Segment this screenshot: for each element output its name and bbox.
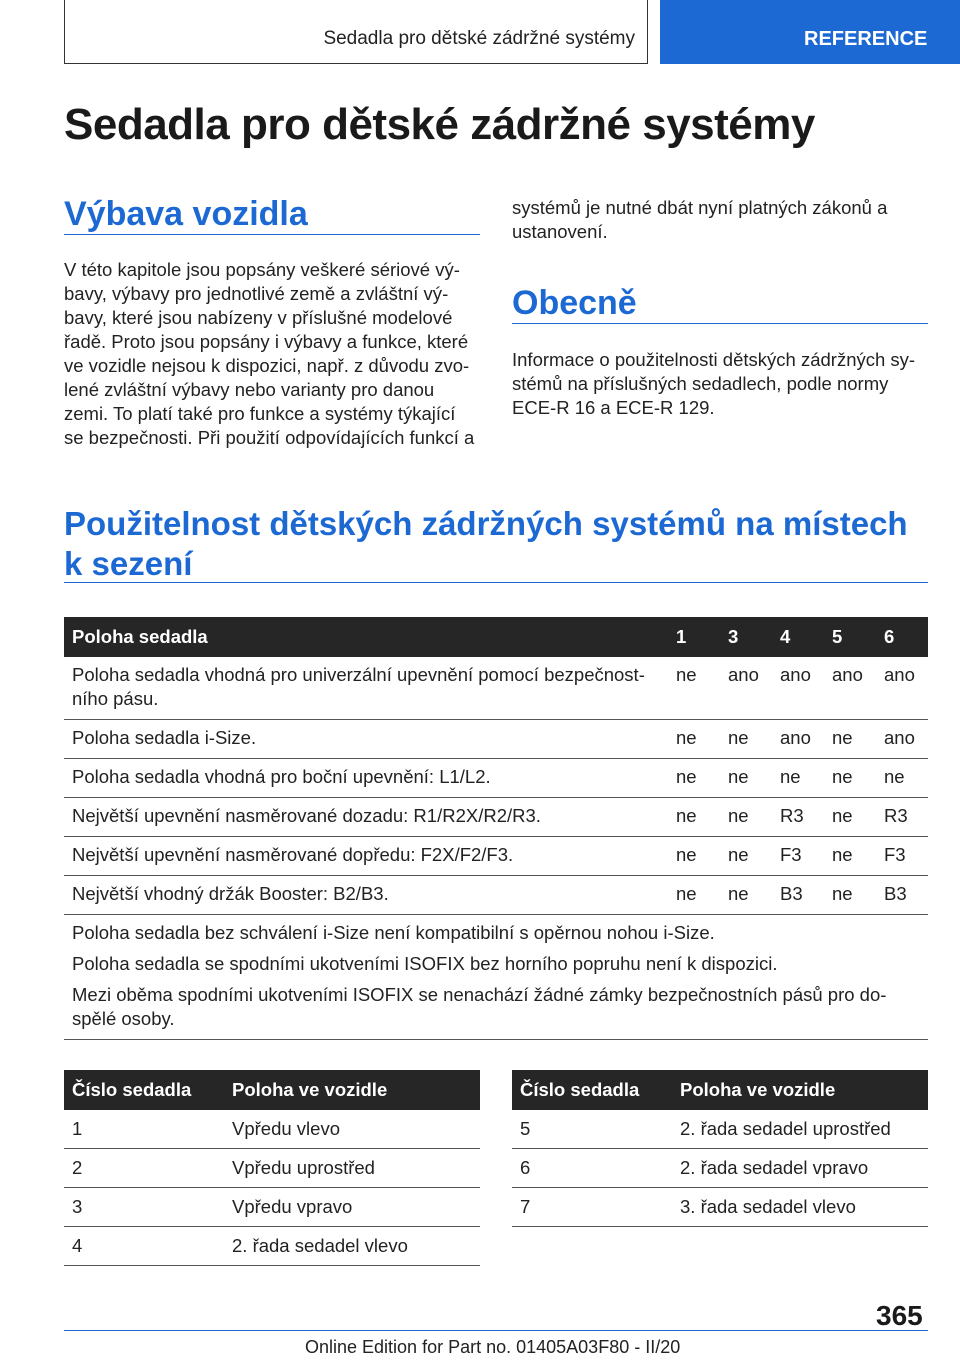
table-cell: ano bbox=[720, 657, 772, 720]
table-cell: F3 bbox=[772, 837, 824, 876]
row-label: Největší upevnění nasměrované dozadu: R1/R2X/R2/R3. bbox=[64, 798, 668, 837]
table-cell: ne bbox=[668, 759, 720, 798]
table-row bbox=[64, 1110, 480, 1149]
table-cell: ne bbox=[720, 720, 772, 759]
heading-vybava-vozidla: Výbava vozidla bbox=[64, 195, 308, 233]
seat-suitability-table bbox=[64, 617, 928, 1040]
table-cell: ne bbox=[720, 759, 772, 798]
table-cell: ano bbox=[772, 720, 824, 759]
seat-position: 2. řada sedadel uprostřed bbox=[672, 1110, 928, 1149]
table-header-row bbox=[64, 617, 928, 657]
seat-position: Vpředu uprostřed bbox=[224, 1149, 480, 1188]
table-row bbox=[64, 720, 928, 759]
heading-pouzitelnost: Použitelnost dětských zádržných systémů na místech k sezení bbox=[64, 505, 908, 582]
header-section-title: Sedadla pro dětské zádržné systémy bbox=[323, 28, 635, 49]
table-cell: ne bbox=[720, 837, 772, 876]
seat-number: 5 bbox=[512, 1110, 672, 1149]
table-cell: ne bbox=[668, 720, 720, 759]
row-label: Poloha sedadla vhodná pro univerzální upevnění pomocí bezpečnostního pásu. bbox=[64, 657, 668, 720]
table-cell: ne bbox=[824, 759, 876, 798]
table-cell: ne bbox=[668, 837, 720, 876]
table-cell: ano bbox=[772, 657, 824, 720]
table-note: Poloha sedadla bez schválení i-Size není kompatibilní s opěrnou nohou i-Size. bbox=[72, 922, 715, 943]
table-row bbox=[64, 1149, 480, 1188]
table-cell: ne bbox=[720, 798, 772, 837]
column-header: Číslo sedadla bbox=[64, 1070, 224, 1110]
page-number: 365 bbox=[876, 1300, 923, 1331]
table-cell: B3 bbox=[772, 876, 824, 915]
table-row bbox=[64, 1227, 480, 1266]
row-label: Největší vhodný držák Booster: B2/B3. bbox=[64, 876, 668, 915]
table-cell: ne bbox=[668, 657, 720, 720]
seat-number: 6 bbox=[512, 1149, 672, 1188]
table-cell: ne bbox=[720, 876, 772, 915]
column-header: 6 bbox=[876, 617, 928, 657]
heading-rule bbox=[512, 323, 928, 324]
column-header: Poloha ve vozidle bbox=[224, 1070, 480, 1110]
heading-rule bbox=[64, 234, 480, 235]
page-title: Sedadla pro dětské zádržné systémy bbox=[64, 100, 815, 149]
table-cell: ne bbox=[876, 759, 928, 798]
table-cell: ne bbox=[824, 720, 876, 759]
seat-position: 2. řada sedadel vpravo bbox=[672, 1149, 928, 1188]
table-row bbox=[512, 1188, 928, 1227]
running-header bbox=[64, 0, 648, 64]
table-cell: ne bbox=[824, 837, 876, 876]
table-cell: ne bbox=[824, 876, 876, 915]
table-header-row bbox=[512, 1070, 928, 1110]
table-row bbox=[64, 837, 928, 876]
heading-rule bbox=[64, 582, 928, 583]
seat-position: Vpředu vlevo bbox=[224, 1110, 480, 1149]
seat-position: Vpředu vpravo bbox=[224, 1188, 480, 1227]
table-cell: ano bbox=[824, 657, 876, 720]
seat-number: 3 bbox=[64, 1188, 224, 1227]
seat-number: 1 bbox=[64, 1110, 224, 1149]
column-header: Poloha sedadla bbox=[64, 617, 668, 657]
reference-tab[interactable] bbox=[660, 0, 960, 64]
seat-number: 7 bbox=[512, 1188, 672, 1227]
vybava-paragraph-continued: systémů je nutné dbát nyní platných zákonů a ustanovení. bbox=[512, 197, 888, 242]
column-header: 4 bbox=[772, 617, 824, 657]
table-notes bbox=[64, 915, 928, 1040]
table-row bbox=[512, 1110, 928, 1149]
table-cell: B3 bbox=[876, 876, 928, 915]
table-cell: ne bbox=[668, 876, 720, 915]
footer-edition: Online Edition for Part no. 01405A03F80 - II/20 bbox=[305, 1337, 681, 1357]
table-row bbox=[512, 1149, 928, 1188]
table-cell: ne bbox=[824, 798, 876, 837]
table-row bbox=[64, 1188, 480, 1227]
row-label: Poloha sedadla i-Size. bbox=[64, 720, 668, 759]
table-cell: F3 bbox=[876, 837, 928, 876]
table-cell: ano bbox=[876, 720, 928, 759]
row-label: Největší upevnění nasměrované dopředu: F2X/F2/F3. bbox=[64, 837, 668, 876]
table-cell: ano bbox=[876, 657, 928, 720]
reference-tab-label: REFERENCE bbox=[804, 28, 928, 50]
table-row bbox=[64, 876, 928, 915]
table-note: Poloha sedadla se spodními ukotveními ISOFIX bez horního popruhu není k dispozici. bbox=[72, 953, 778, 974]
table-cell: R3 bbox=[876, 798, 928, 837]
row-label: Poloha sedadla vhodná pro boční upevnění: L1/L2. bbox=[64, 759, 668, 798]
column-header: 3 bbox=[720, 617, 772, 657]
column-header: 1 bbox=[668, 617, 720, 657]
table-header-row bbox=[64, 1070, 480, 1110]
table-row bbox=[64, 657, 928, 720]
table-row bbox=[64, 759, 928, 798]
seat-number-table-left bbox=[64, 1070, 480, 1266]
vybava-paragraph: V této kapitole jsou popsány veškeré sériové výbavy, výbavy pro jednotlivé země a zvláštní výbavy, které jsou nabízeny v příslušné modelové řadě. Proto jsou popsány i výbavy a funkce, které ve vozidle nejsou k dispozici, např. z důvodu zvolené zvláštní výbavy nebo varianty pro danou zemi. To platí také pro funkce a systémy týkající se bezpečnosti. Při použití odpovídajících funkcí a bbox=[64, 259, 475, 448]
seat-position: 3. řada sedadel vlevo bbox=[672, 1188, 928, 1227]
table-cell: ne bbox=[668, 798, 720, 837]
column-header: Poloha ve vozidle bbox=[672, 1070, 928, 1110]
footer-rule bbox=[64, 1330, 928, 1331]
column-header: Číslo sedadla bbox=[512, 1070, 672, 1110]
table-note: Mezi oběma spodními ukotveními ISOFIX se nenachází žádné zámky bezpečnostních pásů pro dospělé osoby. bbox=[72, 984, 887, 1029]
seat-position: 2. řada sedadel vlevo bbox=[224, 1227, 480, 1266]
seat-number-table-right bbox=[512, 1070, 928, 1227]
seat-number: 2 bbox=[64, 1149, 224, 1188]
heading-obecne: Obecně bbox=[512, 284, 637, 322]
table-cell: R3 bbox=[772, 798, 824, 837]
column-header: 5 bbox=[824, 617, 876, 657]
table-row bbox=[64, 798, 928, 837]
table-cell: ne bbox=[772, 759, 824, 798]
table-notes-row bbox=[64, 915, 928, 1040]
seat-number: 4 bbox=[64, 1227, 224, 1266]
obecne-paragraph: Informace o použitelnosti dětských zádržných systémů na příslušných sedadlech, podle normy ECE-R 16 a ECE-R 129. bbox=[512, 349, 916, 418]
